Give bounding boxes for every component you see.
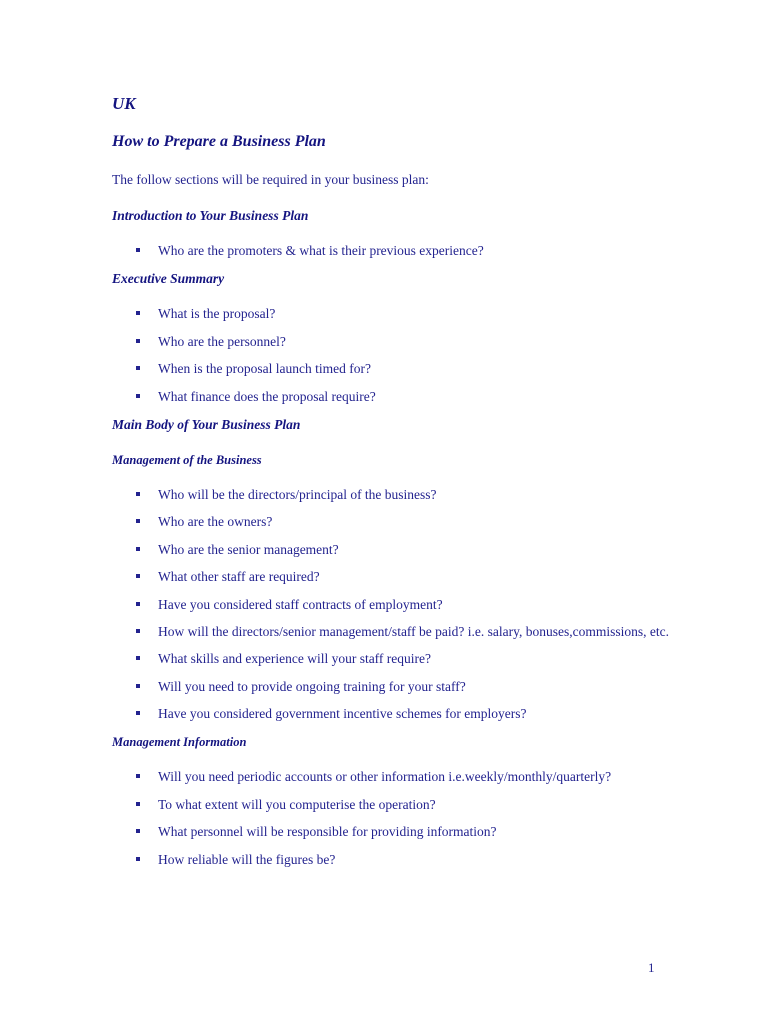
list-item <box>112 768 672 785</box>
bullet-list <box>112 486 672 722</box>
list-item <box>112 486 672 503</box>
list-item-text: How will the directors/senior management/staff be paid? i.e. salary, bonuses,commissions, etc. <box>158 623 669 639</box>
list-item <box>112 305 672 322</box>
list-item <box>112 851 672 868</box>
square-bullet-icon <box>136 774 140 778</box>
square-bullet-icon <box>136 629 140 633</box>
list-item-text: What personnel will be responsible for providing information? <box>158 824 497 840</box>
list-item <box>112 596 672 613</box>
square-bullet-icon <box>136 602 140 606</box>
document-body <box>112 206 672 878</box>
section-heading: Main Body of Your Business Plan <box>112 416 301 432</box>
list-item <box>112 541 672 558</box>
list-item-text: Who are the senior management? <box>158 541 339 557</box>
list-item-text: Will you need to provide ongoing training for your staff? <box>158 678 466 694</box>
list-item-text: Have you considered staff contracts of employment? <box>158 596 443 612</box>
square-bullet-icon <box>136 829 140 833</box>
list-item-text: To what extent will you computerise the operation? <box>158 796 436 812</box>
section-heading: Introduction to Your Business Plan <box>112 208 309 223</box>
square-bullet-icon <box>136 311 140 315</box>
list-item <box>112 360 672 377</box>
square-bullet-icon <box>136 519 140 523</box>
list-item-text: How reliable will the figures be? <box>158 851 336 867</box>
list-item-text: What other staff are required? <box>158 569 320 585</box>
list-item <box>112 513 672 530</box>
list-item <box>112 388 672 405</box>
country-heading: UK <box>112 94 136 113</box>
square-bullet-icon <box>136 574 140 578</box>
page-number: 1 <box>648 960 655 975</box>
list-item-text: Have you considered government incentive schemes for employers? <box>158 706 527 722</box>
list-item <box>112 623 672 640</box>
list-item <box>112 678 672 695</box>
bullet-list <box>112 768 672 867</box>
list-item <box>112 796 672 813</box>
square-bullet-icon <box>136 802 140 806</box>
list-item-text: What is the proposal? <box>158 306 276 322</box>
square-bullet-icon <box>136 394 140 398</box>
list-item <box>112 823 672 840</box>
list-item-text: Who will be the directors/principal of the business? <box>158 486 437 502</box>
list-item-text: Will you need periodic accounts or other information i.e.weekly/monthly/quarterly? <box>158 769 612 785</box>
list-item <box>112 333 672 350</box>
list-item <box>112 242 672 259</box>
square-bullet-icon <box>136 339 140 343</box>
square-bullet-icon <box>136 711 140 715</box>
intro-paragraph: The follow sections will be required in your business plan: <box>112 172 429 187</box>
subsection-heading: Management of the Business <box>112 452 262 467</box>
bullet-list <box>112 305 672 404</box>
square-bullet-icon <box>136 366 140 370</box>
square-bullet-icon <box>136 547 140 551</box>
square-bullet-icon <box>136 248 140 252</box>
list-item <box>112 705 672 722</box>
list-item <box>112 568 672 585</box>
list-item <box>112 650 672 667</box>
square-bullet-icon <box>136 492 140 496</box>
square-bullet-icon <box>136 684 140 688</box>
bullet-list <box>112 242 672 259</box>
list-item-text: Who are the personnel? <box>158 333 286 349</box>
subsection-heading: Management Information <box>112 735 247 750</box>
list-item-text: Who are the promoters & what is their previous experience? <box>158 243 484 258</box>
section-heading: Executive Summary <box>112 271 225 287</box>
square-bullet-icon <box>136 857 140 861</box>
list-item-text: What finance does the proposal require? <box>158 388 376 404</box>
square-bullet-icon <box>136 656 140 660</box>
list-item-text: What skills and experience will your staff require? <box>158 651 432 667</box>
list-item-text: When is the proposal launch timed for? <box>158 361 371 377</box>
document-title: How to Prepare a Business Plan <box>112 133 326 150</box>
list-item-text: Who are the owners? <box>158 514 273 530</box>
